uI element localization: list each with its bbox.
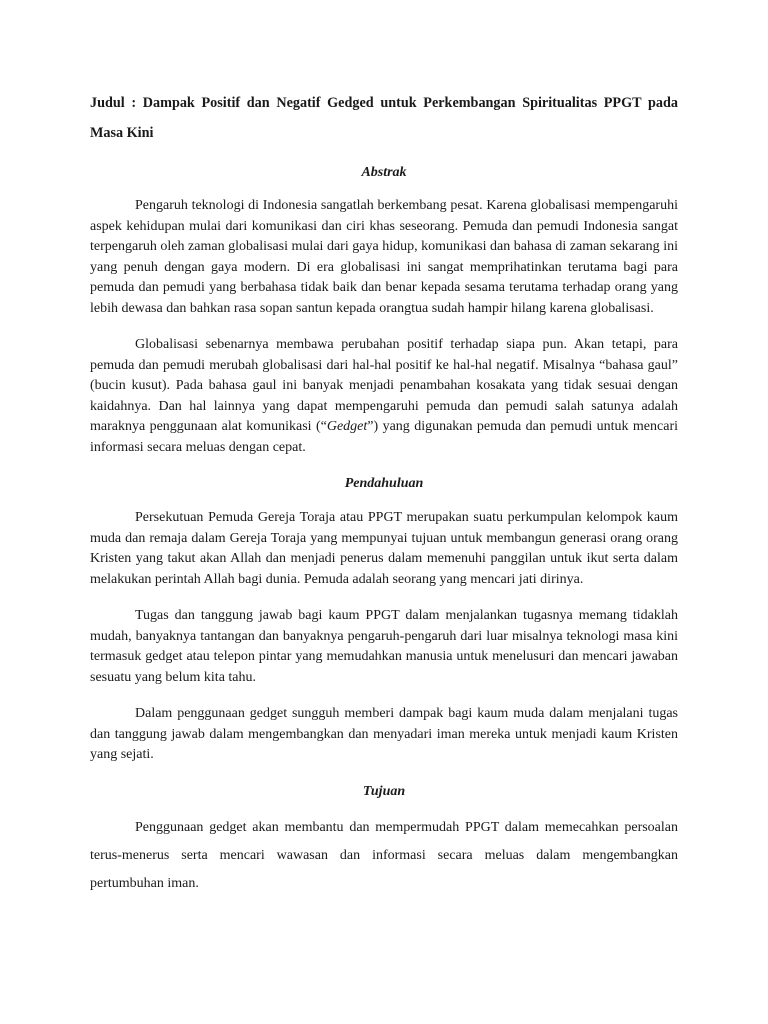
abstract-heading: Abstrak <box>361 165 407 180</box>
abstract-p2-text-end: ”) yang digunakan pemuda dan pemudi untuk mencari informasi secara meluas dengan cepat. <box>90 419 679 455</box>
purpose-paragraph-1: Penggunaan gedget akan membantu dan mempermudah PPGT dalam memecahkan persoalan terus-menerus serta mencari wawasan dan informasi secara meluas dalam mengembangkan pertumbuhan iman. <box>90 819 678 891</box>
document-page <box>90 88 678 898</box>
purpose-heading: Tujuan <box>362 783 406 799</box>
gedget-italic-term: Gedget <box>326 419 368 434</box>
abstract-p2-text-start: Globalisasi sebenarnya membawa perubahan positif terhadap siapa pun. Akan tetapi, para pemuda dan pemudi merubah globalisasi dari hal-hal positif ke hal-hal negatif. Misalnya “bahasa gaul” (bucin kusut). Pada bahasa gaul ini banyak menjadi penambahan kosakata yang tidak sesuai dengan kaidahnya. Dan hal lainnya yang dapat mempengaruhi pemuda dan pemudi salah satunya adalah maraknya penggunaan alat komunikasi (“ <box>90 337 678 434</box>
introduction-paragraph-2: Tugas dan tanggung jawab bagi kaum PPGT dalam menjalankan tugasnya memang tidaklah mudah, banyaknya tantangan dan banyaknya pengaruh-pengaruh dari luar misalnya teknologi masa kini termasuk gedget atau telepon pintar yang memudahkan manusia untuk menelusuri dan mencari jawaban sesuatu yang belum kita tahu. <box>90 608 678 685</box>
introduction-paragraph-3: Dalam penggunaan gedget sungguh memberi dampak bagi kaum muda dalam menjalani tugas dan tanggung jawab dalam mengembangkan dan menyadari iman mereka untuk menjadi kaum Kristen yang sejati. <box>90 706 678 762</box>
document-title: Judul : Dampak Positif dan Negatif Gedged untuk Perkembangan Spiritualitas PPGT pada Masa Kini <box>90 95 678 141</box>
abstract-paragraph-1: Pengaruh teknologi di Indonesia sangatlah berkembang pesat. Karena globalisasi mempengaruhi aspek kehidupan mulai dari komunikasi dan ciri khas seseorang. Pemuda dan pemudi Indonesia sangat terpengaruh oleh zaman globalisasi mulai dari gaya hidup, komunikasi dan bahasa di zaman sekarang ini yang penuh dengan gaya modern. Di era globalisasi ini sangat memprihatinkan terutama bagi para pemuda dan pemudi yang berbahasa tidak baik dan benar kepada sesama terutama terhadap orang yang lebih dewasa dan bahkan rasa sopan santun kepada orangtua sudah hampir hilang karena globalisasi. <box>90 198 678 316</box>
abstract-paragraph-2 <box>90 335 678 458</box>
introduction-paragraph-1: Persekutuan Pemuda Gereja Toraja atau PPGT merupakan suatu perkumpulan kelompok kaum muda dan remaja dalam Gereja Toraja yang mempunyai tujuan untuk membangun generasi orang orang Kristen yang takut akan Allah dan menjadi penerus dalam memenuhi panggilan untuk ikut serta dalam melakukan perintah Allah bagi dunia. Pemuda adalah seorang yang mencari jati dirinya. <box>90 510 678 587</box>
introduction-heading: Pendahuluan <box>344 476 424 491</box>
